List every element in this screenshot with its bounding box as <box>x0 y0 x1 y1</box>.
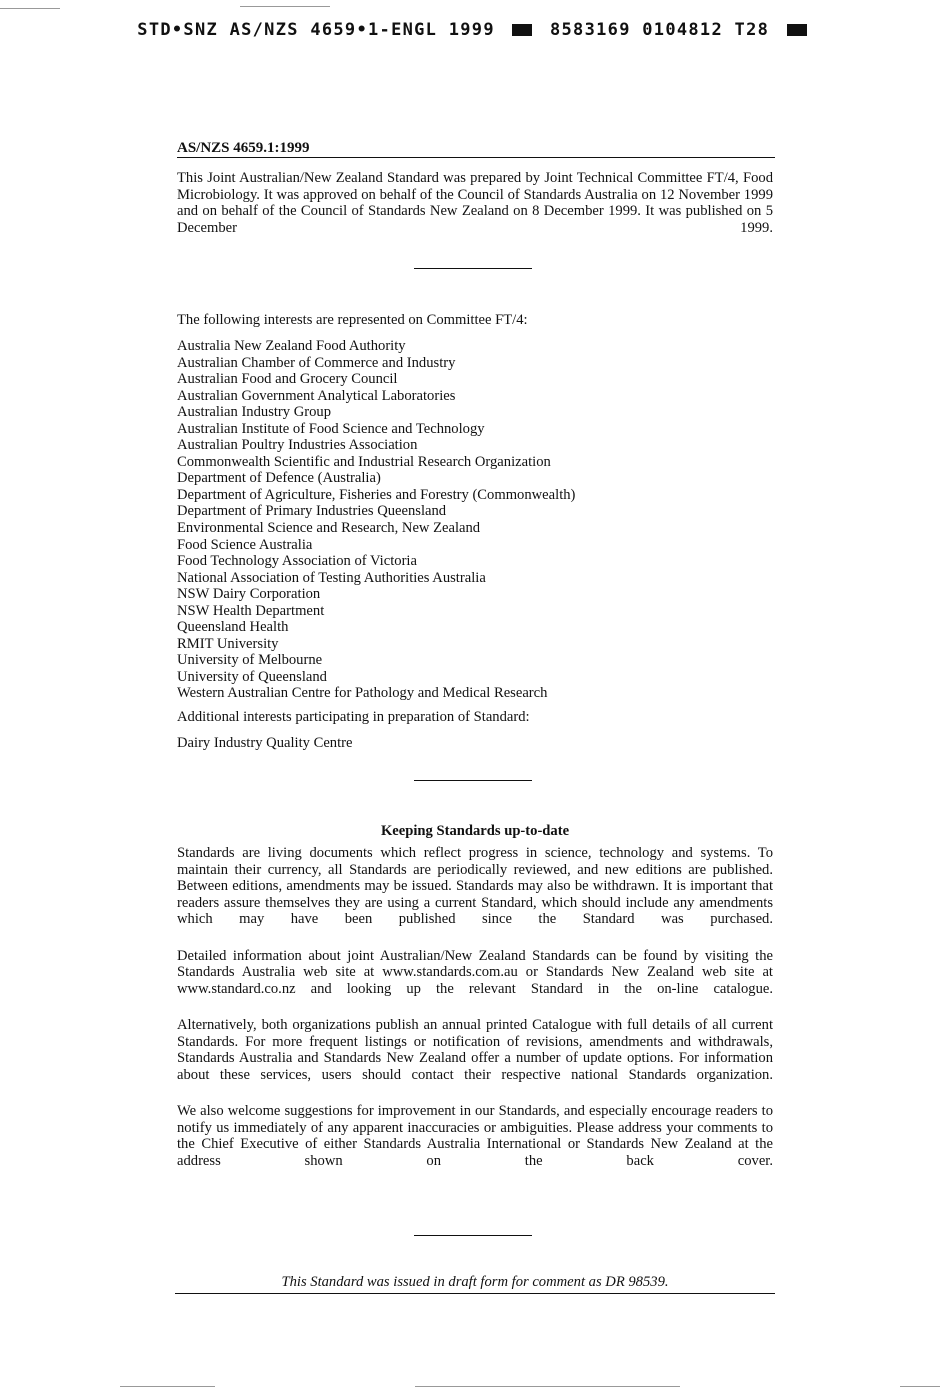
list-item: NSW Health Department <box>177 602 325 619</box>
list-item: Department of Agriculture, Fisheries and Forestry (Commonwealth) <box>177 486 576 503</box>
list-item: Environmental Science and Research, New Zealand <box>177 520 481 537</box>
header-left-code: STD•SNZ AS/NZS 4659•1-ENGL 1999 <box>137 20 495 40</box>
list-item: Western Australian Centre for Pathology and Medical Research <box>177 685 548 702</box>
title-rule <box>177 157 775 158</box>
list-item: Australian Chamber of Commerce and Industry <box>177 354 456 371</box>
redaction-block <box>512 24 532 36</box>
keeping-standards-body <box>177 845 773 1189</box>
list-item: Food Technology Association of Victoria <box>177 553 417 570</box>
body-paragraph: Alternatively, both organizations publish an annual printed Catalogue with full details of all current Standards. For more frequent listings or notification of revisions, amendments and withdrawals, Standards Australia and Standards New Zealand offer a number of update options. For information about these services, users should contact their respective national Standards organization. <box>177 1016 773 1083</box>
scan-artifact <box>120 1386 215 1387</box>
redaction-block <box>787 24 807 36</box>
keeping-standards-heading: Keeping Standards up-to-date <box>380 823 570 839</box>
scan-artifact <box>900 1386 940 1387</box>
section-divider <box>414 1235 532 1236</box>
committee-intro: The following interests are represented on Committee FT/4: <box>177 312 528 328</box>
scan-artifact <box>415 1386 680 1387</box>
list-item: NSW Dairy Corporation <box>177 586 321 603</box>
list-item: Department of Defence (Australia) <box>177 470 381 487</box>
additional-interests-intro: Additional interests participating in preparation of Standard: <box>177 709 530 725</box>
list-item: Australian Food and Grocery Council <box>177 371 398 388</box>
list-item: Food Science Australia <box>177 536 313 553</box>
interests-list <box>177 338 773 702</box>
document-header-stamp <box>0 20 950 44</box>
body-paragraph: Detailed information about joint Australian/New Zealand Standards can be found by visiting the Standards Australia web site at www.standards.com.au or Standards New Zealand web site at www.standard.co.nz and looking up the relevant Standard in the on-line catalogue. <box>177 947 773 997</box>
footer-rule <box>175 1293 775 1294</box>
list-item: Australian Industry Group <box>177 404 332 421</box>
scan-artifact <box>240 6 330 7</box>
list-item: Australia New Zealand Food Authority <box>177 338 406 354</box>
document-code: AS/NZS 4659.1:1999 <box>177 140 310 156</box>
list-item: Australian Government Analytical Laboratories <box>177 387 456 404</box>
list-item: Queensland Health <box>177 619 289 636</box>
section-divider <box>414 780 532 781</box>
list-item: Australian Institute of Food Science and Technology <box>177 420 485 437</box>
body-paragraph: Standards are living documents which reflect progress in science, technology and systems. To maintain their currency, all Standards are periodically reviewed, and new editions are published. Between editions, amendments may be issued. Standards may also be withdrawn. It is important that readers assure themselves they are using a current Standard, which should include any amendments which may have been published since the Standard was purchased. <box>177 845 773 928</box>
section-divider <box>414 268 532 269</box>
list-item: University of Melbourne <box>177 652 323 669</box>
list-item: Commonwealth Scientific and Industrial Research Organization <box>177 453 551 470</box>
draft-note: This Standard was issued in draft form for comment as DR 98539. <box>281 1274 669 1290</box>
scan-artifact <box>0 8 60 9</box>
list-item: National Association of Testing Authorities Australia <box>177 569 486 586</box>
list-item: Department of Primary Industries Queensland <box>177 503 447 520</box>
intro-paragraph: This Joint Australian/New Zealand Standard was prepared by Joint Technical Committee FT/4, Food Microbiology. It was approved on behalf of the Council of Standards Australia on 12 November 1999 and on behalf of the Council of Standards New Zealand on 8 December 1999. It was published on 5 December 1999. <box>177 170 773 236</box>
header-right-code: 8583169 0104812 T28 <box>549 20 770 40</box>
body-paragraph: We also welcome suggestions for improvement in our Standards, and especially encourage readers to notify us immediately of any apparent inaccuracies or ambiguities. Please address your comments to the Chief Executive of either Standards Australia International or Standards New Zealand at the address shown on the back cover. <box>177 1102 773 1169</box>
list-item: RMIT University <box>177 635 279 652</box>
additional-interest-item: Dairy Industry Quality Centre <box>177 735 353 751</box>
list-item: University of Queensland <box>177 668 327 685</box>
list-item: Australian Poultry Industries Association <box>177 437 418 454</box>
